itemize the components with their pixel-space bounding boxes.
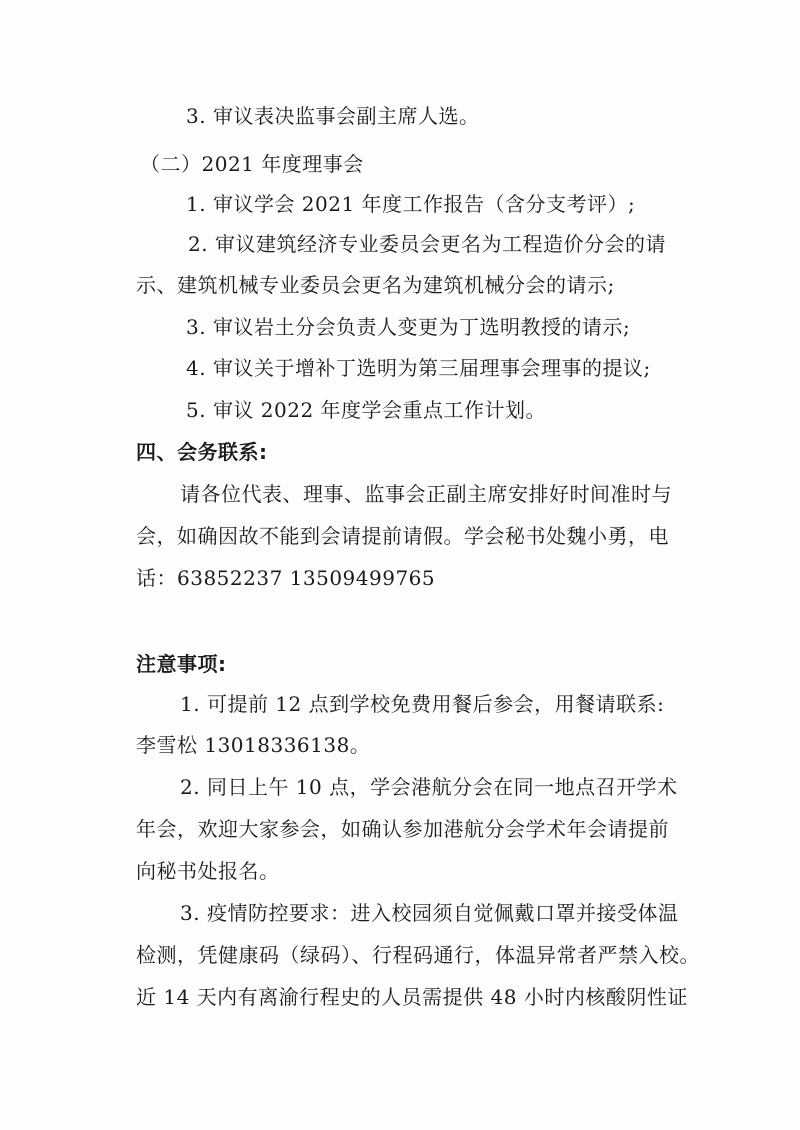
note-2-line-3: 向秘书处报名。	[136, 859, 280, 883]
note-2-line-1: 2. 同日上午 10 点，学会港航分会在同一地点召开学术	[180, 775, 678, 799]
supervisory-item-3: 3. 审议表决监事会副主席人选。	[186, 104, 480, 128]
note-1-line-2: 李雪松 13018336138。	[136, 733, 371, 757]
contact-line-3: 话：63852237 13509499765	[136, 566, 436, 590]
note-3-line-3: 近 14 天内有离渝行程史的人员需提供 48 小时内核酸阴性证	[136, 985, 688, 1009]
council-section-heading: （二）2021 年度理事会	[140, 152, 364, 176]
note-3-line-1: 3. 疫情防控要求：进入校园须自觉佩戴口罩并接受体温	[180, 901, 679, 925]
contact-heading: 四、会务联系:	[136, 440, 268, 464]
note-2-line-2: 年会，欢迎大家参会，如确认参加港航分会学术年会请提前	[136, 817, 669, 841]
contact-line-1: 请各位代表、理事、监事会正副主席安排好时间准时与	[180, 482, 672, 506]
notes-heading: 注意事项:	[136, 652, 227, 676]
council-item-2-line-2: 示、建筑机械专业委员会更名为建筑机械分会的请示;	[136, 273, 615, 297]
council-item-5: 5. 审议 2022 年度学会重点工作计划。	[186, 398, 547, 422]
note-1-line-1: 1. 可提前 12 点到学校免费用餐后参会，用餐请联系:	[180, 692, 665, 716]
note-3-line-2: 检测，凭健康码（绿码）、行程码通行，体温异常者严禁入校。	[136, 943, 700, 967]
contact-line-2: 会，如确因故不能到会请提前请假。学会秘书处魏小勇，电	[136, 524, 669, 548]
council-item-4: 4. 审议关于增补丁选明为第三届理事会理事的提议;	[186, 356, 651, 380]
council-item-2-line-1: 2. 审议建筑经济专业委员会更名为工程造价分会的请	[188, 232, 666, 256]
council-item-3: 3. 审议岩土分会负责人变更为丁选明教授的请示;	[186, 315, 631, 339]
council-item-1: 1. 审议学会 2021 年度工作报告（含分支考评）;	[186, 192, 636, 216]
